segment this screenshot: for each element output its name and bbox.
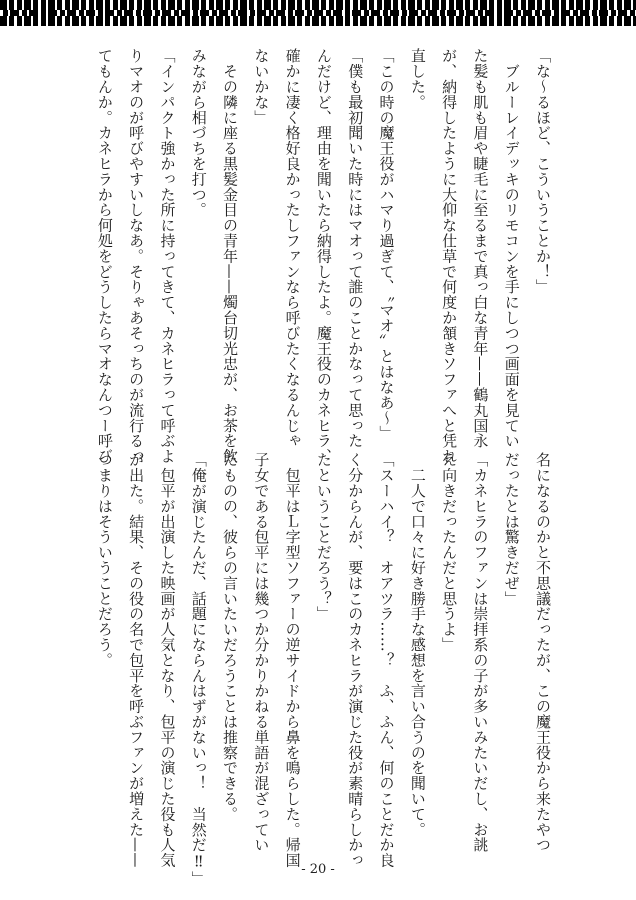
text-line: みながら相づちを打つ。 xyxy=(189,48,208,218)
text-line: ないかな」 xyxy=(252,48,271,125)
text-line: え向きだったんだと思うよ」 xyxy=(440,452,459,653)
text-line: んだけど、理由を聞いたら納得したよ。魔王役のカネヒラ、 xyxy=(314,48,333,464)
text-line: が、納得したように大仰な仕草で何度か頷きソファへと凭れ xyxy=(440,48,459,464)
text-line: その隣に座る黒髪金目の青年——燭台切光忠が、お茶を飲 xyxy=(221,48,240,464)
text-line: たものの、彼らの言いたいだろうことは推察できる。 xyxy=(221,452,240,822)
text-line: たということだろう？」 xyxy=(314,452,333,622)
text-line: が出た。結果、その役の名で包平を呼ぶファンが増えた—— xyxy=(127,452,146,868)
text-line: 包平はＬ字型ソファーの逆サイドから鼻を鳴らした。帰国 xyxy=(283,452,302,868)
text-line: た髪も肌も眉や睫毛に至るまで真っ白な青年——鶴丸国永 xyxy=(471,48,490,449)
text-line: く分からんが、要はこのカネヒラが演じた役が素晴らしかっ xyxy=(346,452,365,868)
text-line: 直した。 xyxy=(408,48,427,110)
text-line: 「この時の魔王役がハマり過ぎて、〝マオ〟とはなあ〜」 xyxy=(377,48,396,441)
text-line: りマオのが呼びやすいしなあ。そりゃあそっちのが流行るっ xyxy=(127,48,146,464)
text-line: つまりはそういうことだろう。 xyxy=(95,452,114,668)
text-line: だったとは驚きだぜ」 xyxy=(502,452,521,606)
text-line: 「スーハイ？ オアツラ……？ ふ、ふん、何のことだか良 xyxy=(377,452,396,868)
text-line: 包平が出演した映画が人気となり、包平の演じた役も人気 xyxy=(158,452,177,868)
text-line: 確かに凄く格好良かったしファンなら呼びたくなるんじゃ xyxy=(283,48,302,449)
text-line: ブルーレイデッキのリモコンを手にしつつ画面を見てい xyxy=(502,48,521,449)
upper-text-block xyxy=(95,48,558,464)
text-line: 二人で口々に好き勝手な感想を言い合うのを聞いて。 xyxy=(408,452,427,837)
text-line: 「インパクト強かった所に持ってきて、カネヒラって呼ぶよ xyxy=(158,48,177,464)
page-number: - 20 - xyxy=(301,862,335,877)
text-line: 「な〜るほど、こういうことか！」 xyxy=(534,48,552,295)
text-line: てもんか。カネヒラから何処をどうしたらマオなんつー呼び xyxy=(95,48,114,464)
text-line: 子女である包平には幾つか分かりかねる単語が混ざってい xyxy=(252,452,271,853)
text-line: 「俺が演じたんだ、話題にならんはずがないっ！ 当然だ‼」 xyxy=(189,452,208,887)
text-line: 「僕も最初聞いた時にはマオって誰のことかなって思った xyxy=(346,48,365,449)
text-line: 「カネヒラのファンは崇拝系の子が多いみたいだし、お誂 xyxy=(471,452,490,853)
text-line: 名になるのかと不思議だったが、この魔王役から来たやつ xyxy=(534,452,552,853)
decorative-border xyxy=(0,0,636,26)
